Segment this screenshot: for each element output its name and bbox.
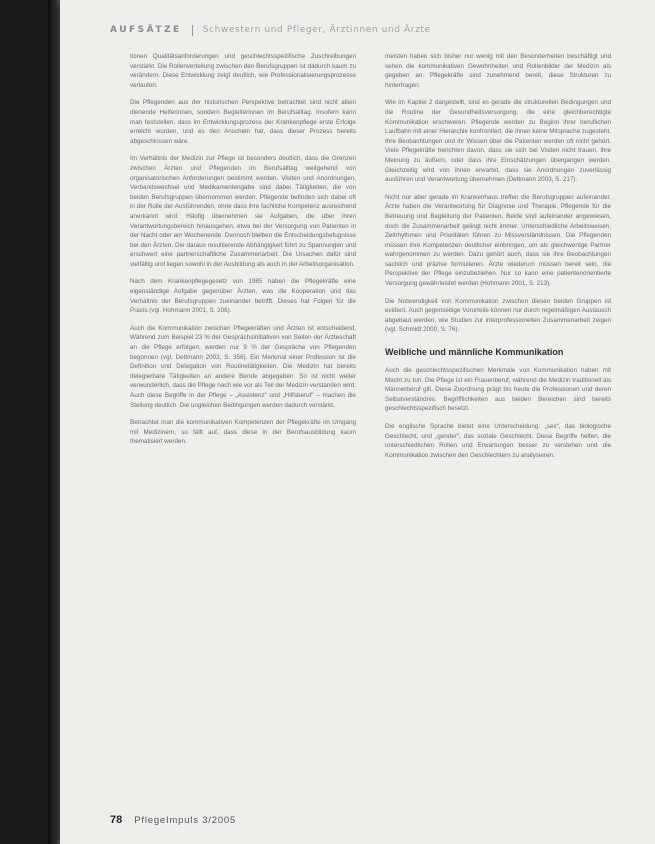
page-footer bbox=[110, 812, 530, 828]
paragraph: tionen Qualitätsanforderungen und geschlechtsspezifische Zuschreibungen verstärkt. Die Rollenverteilung zwischen den Berufsgruppen ist dadurch kaum zu verändern. Diese Entwicklung zeigt deutlich, wie Professionalisierungsprozesse verlaufen. bbox=[130, 53, 356, 89]
paragraph: Nach dem Krankenpflegegesetz von 1985 haben die Pflegekräfte eine eigenständige Aufgabe gegenüber Ärzten, was die Kooperation und das Verhältnis der Berufsgruppen zueinander betrifft. Dieses hat Folgen für die Praxis (vgl. Hohmann 2001, S. 206). bbox=[130, 278, 356, 315]
paragraph: Die englische Sprache bietet eine Unterscheidung: „sex“, das biologische Geschlecht, und „gender“, das soziale Geschlecht. Diese Begriffe helfen, die unterschiedlichen Rollen und Erwartungen besser zu verstehen und die Kommunikation zwischen den Geschlechtern zu analysieren. bbox=[385, 423, 611, 459]
paragraph: Die Notwendigkeit von Kommunikation zwischen diesen beiden Gruppen ist evident. Auch gegenseitige Vorurteile können nur durch regelmäßigen Austausch abgebaut werden, wie Studien zur interprofessionellen Zusammenarbeit zeigen (vgl. Schmidt 2000, S. 76). bbox=[385, 297, 611, 334]
document-page bbox=[60, 0, 655, 844]
paragraph: meisten haben sich bisher nur wenig mit den Besonderheiten beschäftigt und sehen die kommunikativen Gewohnheiten und Rollenbilder der Medizin als gegeben an. Pflegekräfte sind zunehmend bereit, diese Strukturen zu hinterfragen. bbox=[385, 53, 611, 89]
paragraph: Betrachtet man die kommunikativen Kompetenzen der Pflegekräfte im Umgang mit Medizinern, so fällt auf, dass diese in der Berufsausbildung kaum thematisiert werden. bbox=[130, 419, 356, 446]
running-header bbox=[110, 18, 630, 42]
paragraph: Auch die Kommunikation zwischen Pflegekräften und Ärzten ist entscheidend. Während zum Beispiel 23 % der Gesprächsinitiativen von Seiten der Ärzteschaft an die Pflege erfolgen, werden nur 9 % der Gespräche von Pflegenden begonnen (vgl. Dettmann 2003, S. 356). Ein Merkmal einer Profession ist die Definition und Delegation von Routinetätigkeiten. Die Medizin hat bereits delegierbare Tätigkeiten an andere Berufe abgegeben. So ist nicht weiter verwunderlich, dass die Pflege nach wie vor als Teil der Medizin verstanden wird. Auch diese Begriffe in der Pflege – „Assistenz“ und „Hilfsberuf“ – machen die Stellung deutlich. Die ungleichen Bedingungen werden dadurch verstärkt. bbox=[130, 324, 356, 409]
running-title: Schwestern und Pfleger, Ärztinnen und Ärzte bbox=[202, 25, 431, 35]
section-label: AUFSÄTZE bbox=[110, 25, 182, 35]
paragraph: Die Pflegenden aus der historischen Perspektive betrachtet sind nicht allein dienende Helferinnen, sondern Begleiterinnen im Berufsalltag. Insofern kann man feststellen, dass im Entwicklungsprozess der Krankenpflege erste Erfolge erreicht wurden, und es den Anschein hat, dass dieser Prozess bereits abgeschlossen wäre. bbox=[130, 99, 356, 145]
paragraph: Im Verhältnis der Medizin zur Pflege ist besonders deutlich, dass die Grenzen zwischen Ärzten und Pflegenden im Berufsalltag weitgehend von organisatorischen Anforderungen bestimmt werden. Visiten und Anordnungen, Verbandswechsel und Medikamentengabe sind dabei Tätigkeiten, die von beiden Berufsgruppen übernommen werden. Pflegende befinden sich dabei oft in der Rolle der Ausführenden, ohne dass ihre fachliche Kompetenz ausreichend anerkannt wird. Häufig übernehmen sie Aufgaben, die über ihren Verantwortungsbereich hinausgehen, etwa bei der Versorgung von Patienten in der Nacht oder am Wochenende. Dennoch bleiben die Entscheidungsbefugnisse bei den Ärzten. Die daraus resultierende Abhängigkeit führt zu Spannungen und erschwert eine partnerschaftliche Zusammenarbeit. Die Ursachen dafür sind vielfältig und liegen sowohl in der Ausbildung als auch in der Arbeitsorganisation. bbox=[130, 155, 356, 268]
header-divider bbox=[192, 25, 193, 36]
right-column bbox=[385, 52, 611, 797]
journal-name: PflegeImpuls 3/2005 bbox=[134, 814, 237, 826]
paragraph: Nicht nur aber gerade im Krankenhaus treffen die Berufsgruppen aufeinander. Ärzte haben die Verantwortung für Diagnose und Therapie, Pflegende für die Betreuung und Begleitung der Patienten. Beide sind aufeinander angewiesen, doch die Zusammenarbeit gelingt nicht immer. Unterschiedliche Arbeitsweisen, Zeitrhythmen und Prioritäten führen zu Missverständnissen. Die Pflegenden müssen ihre Kompetenzen deutlicher einbringen, um als gleichwertige Partner wahrgenommen zu werden. Dazu gehört auch, dass sie ihre Beobachtungen sachlich und präzise formulieren. Ärzte wiederum müssen bereit sein, die Perspektive der Pflege einzubeziehen. Nur so kann eine patientenorientierte Versorgung gewährleistet werden (Hohmann 2001, S. 213). bbox=[385, 193, 611, 288]
page-number: 78 bbox=[110, 814, 123, 826]
paragraph: Auch die geschlechtsspezifischen Merkmale von Kommunikation haben mit Macht zu tun. Die Pflege ist ein Frauenberuf, während die Medizin traditionell als Männerberuf gilt. Diese Zuordnung prägt bis heute die Professionen und deren Selbstverständnis. Begrifflichkeiten aus beiden Bereichen sind bereits geschlechtsspezifisch besetzt. bbox=[385, 367, 611, 413]
left-column bbox=[130, 52, 356, 797]
paragraph: Wie im Kapitel 2 dargestellt, sind es gerade die strukturellen Bedingungen und die Routine der Gesundheitsversorgung, die eine gleichberechtigte Kommunikation erschweren. Pflegende werden zu Beginn ihrer beruflichen Laufbahn mit einer Hierarchie konfrontiert, die ihnen keine Mitsprache zugesteht. Ihre Beobachtungen und ihr Wissen über die Patienten werden oft nicht gehört. Viele Pflegekräfte berichten davon, dass sie sich bei Visiten nicht trauen, ihre Meinung zu äußern, oder dass ihre Einschätzungen übergangen werden. Gleichzeitig wird von ihnen erwartet, dass sie Anordnungen zuverlässig ausführen und Verantwortung übernehmen (Dettmann 2003, S. 217). bbox=[385, 99, 611, 184]
section-heading: Weibliche und männliche Kommunikation bbox=[385, 347, 564, 358]
